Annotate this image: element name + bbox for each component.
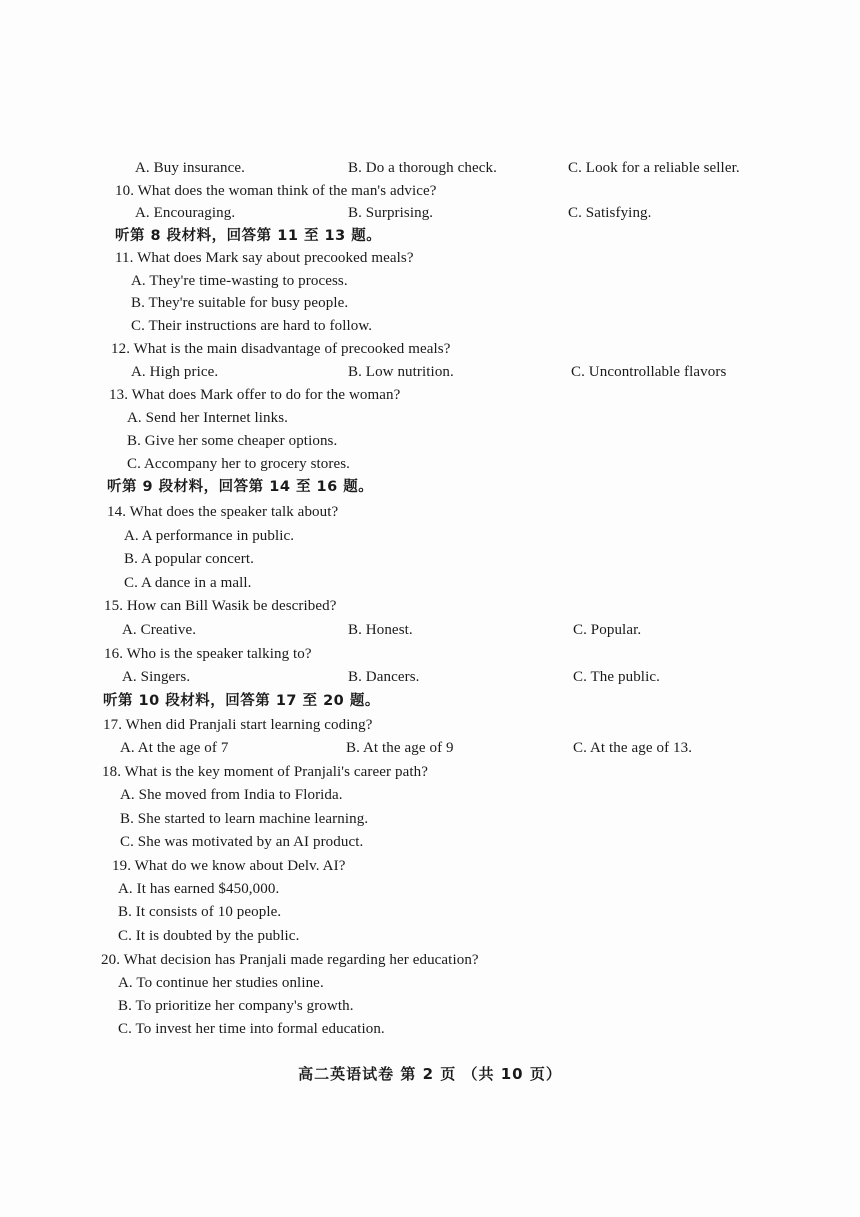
q19-option-a: A. It has earned $450,000. xyxy=(118,881,280,897)
q11-question: 11. What does Mark say about precooked meals? xyxy=(115,250,414,266)
q9-option-b: B. Do a thorough check. xyxy=(348,160,497,176)
q18-option-c: C. She was motivated by an AI product. xyxy=(120,834,364,850)
q12-option-a: A. High price. xyxy=(131,364,219,380)
q16-option-a: A. Singers. xyxy=(122,669,191,685)
q12-option-c: C. Uncontrollable flavors xyxy=(571,364,727,380)
q16-option-b: B. Dancers. xyxy=(348,669,420,685)
q12-option-b: B. Low nutrition. xyxy=(348,364,454,380)
q17-option-a: A. At the age of 7 xyxy=(120,740,229,756)
q20-option-c: C. To invest her time into formal education. xyxy=(118,1021,385,1037)
q15-option-b: B. Honest. xyxy=(348,622,413,638)
q10-question: 10. What does the woman think of the man's advice? xyxy=(115,183,437,199)
q20-option-a: A. To continue her studies online. xyxy=(118,975,324,991)
q18-option-a: A. She moved from India to Florida. xyxy=(120,787,343,803)
q15-option-c: C. Popular. xyxy=(573,622,642,638)
q13-option-c: C. Accompany her to grocery stores. xyxy=(127,456,351,472)
q11-option-c: C. Their instructions are hard to follow. xyxy=(131,318,373,334)
q14-option-a: A. A performance in public. xyxy=(124,528,295,544)
page-footer: 高二英语试卷 第 2 页 （共 10 页） xyxy=(298,1065,562,1083)
section-10-instruction: 听第 10 段材料，回答第 17 至 20 题。 xyxy=(103,693,380,709)
q16-question: 16. Who is the speaker talking to? xyxy=(104,646,312,662)
q14-question: 14. What does the speaker talk about? xyxy=(107,504,339,520)
section-8-instruction: 听第 8 段材料，回答第 11 至 13 题。 xyxy=(115,228,382,244)
q17-option-c: C. At the age of 13. xyxy=(573,740,693,756)
q9-option-c: C. Look for a reliable seller. xyxy=(568,160,740,176)
q13-option-a: A. Send her Internet links. xyxy=(127,410,288,426)
q9-option-a: A. Buy insurance. xyxy=(135,160,246,176)
q20-option-b: B. To prioritize her company's growth. xyxy=(118,998,354,1014)
q14-option-b: B. A popular concert. xyxy=(124,551,254,567)
q18-option-b: B. She started to learn machine learning. xyxy=(120,811,369,827)
q11-option-a: A. They're time-wasting to process. xyxy=(131,273,348,289)
q13-option-b: B. Give her some cheaper options. xyxy=(127,433,338,449)
q10-option-c: C. Satisfying. xyxy=(568,205,652,221)
q16-option-c: C. The public. xyxy=(573,669,660,685)
q18-question: 18. What is the key moment of Pranjali's career path? xyxy=(102,764,428,780)
q19-option-c: C. It is doubted by the public. xyxy=(118,928,300,944)
section-9-instruction: 听第 9 段材料，回答第 14 至 16 题。 xyxy=(107,479,374,495)
q19-option-b: B. It consists of 10 people. xyxy=(118,904,282,920)
q10-option-a: A. Encouraging. xyxy=(135,205,236,221)
q15-question: 15. How can Bill Wasik be described? xyxy=(104,598,337,614)
q12-question: 12. What is the main disadvantage of precooked meals? xyxy=(111,341,451,357)
q17-question: 17. When did Pranjali start learning coding? xyxy=(103,717,373,733)
q19-question: 19. What do we know about Delv. AI? xyxy=(112,858,346,874)
q20-question: 20. What decision has Pranjali made regarding her education? xyxy=(101,952,479,968)
q13-question: 13. What does Mark offer to do for the woman? xyxy=(109,387,401,403)
q14-option-c: C. A dance in a mall. xyxy=(124,575,252,591)
q17-option-b: B. At the age of 9 xyxy=(346,740,454,756)
q11-option-b: B. They're suitable for busy people. xyxy=(131,295,349,311)
q10-option-b: B. Surprising. xyxy=(348,205,434,221)
q15-option-a: A. Creative. xyxy=(122,622,197,638)
